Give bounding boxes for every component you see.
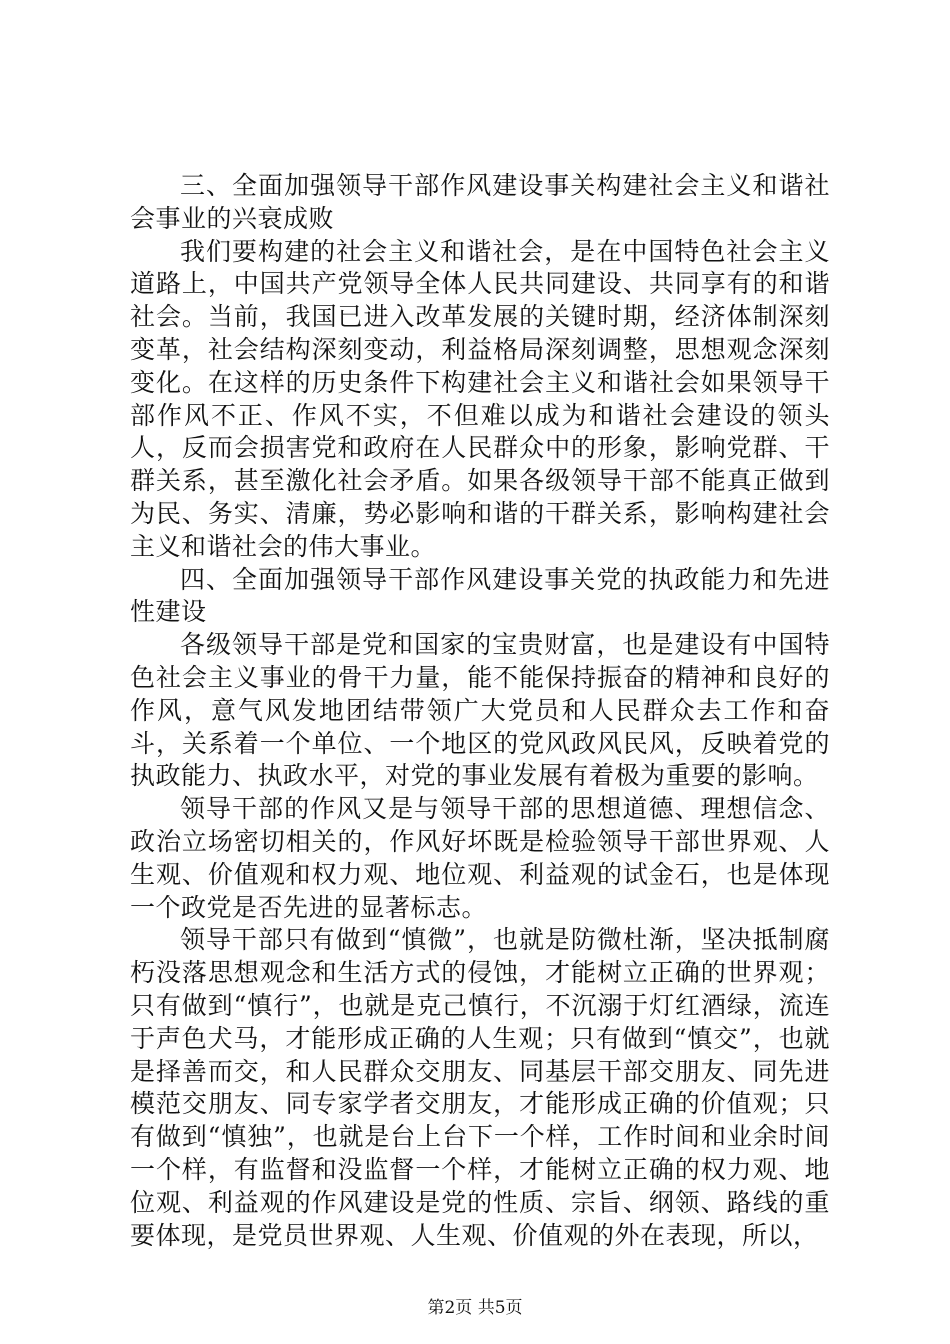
document-body (130, 170, 830, 1252)
page-number-footer: 第2页 共5页 (427, 1298, 523, 1318)
section-heading-four: 四、全面加强领导干部作风建设事关党的执政能力和先进性建设 (130, 564, 830, 627)
paragraph-work-style: 领导干部的作风又是与领导干部的思想道德、理想信念、政治立场密切相关的，作风好坏既是检验领导干部世界观、人生观、价值观和权力观、地位观、利益观的试金石，也是体现一个政党是否先进的显著标志。 (130, 794, 830, 922)
paragraph-harmonious-society: 我们要构建的社会主义和谐社会，是在中国特色社会主义道路上，中国共产党领导全体人民共同建设、共同享有的和谐社会。当前，我国已进入改革发展的关键时期，经济体制深刻变革，社会结构深刻变动，利益格局深刻调整，思想观念深刻变化。在这样的历史条件下构建社会主义和谐社会如果领导干部作风不正、作风不实，不但难以成为和谐社会建设的领头人，反而会损害党和政府在人民群众中的形象，影响党群、干群关系，甚至激化社会矛盾。如果各级领导干部不能真正做到为民、务实、清廉，势必影响和谐的干群关系，影响构建社会主义和谐社会的伟大事业。 (130, 236, 830, 561)
section-heading-three: 三、全面加强领导干部作风建设事关构建社会主义和谐社会事业的兴衰成败 (130, 171, 830, 233)
paragraph-leading-cadres: 各级领导干部是党和国家的宝贵财富，也是建设有中国特色社会主义事业的骨干力量，能不能保持振奋的精神和良好的作风，意气风发地团结带领广大党员和人民群众去工作和奋斗，关系着一个单位、一个地区的党风政风民风，反映着党的执政能力、执政水平，对党的事业发展有着极为重要的影响。 (130, 630, 830, 791)
paragraph-four-cautions: 领导干部只有做到“慎微”，也就是防微杜渐，坚决抵制腐朽没落思想观念和生活方式的侵蚀，才能树立正确的世界观；只有做到“慎行”，也就是克己慎行，不沉溺于灯红酒绿，流连于声色犬马，才能形成正确的人生观；只有做到“慎交”，也就是择善而交，和人民群众交朋友、同基层干部交朋友、同先进模范交朋友、同专家学者交朋友，才能形成正确的价值观；只有做到“慎独”，也就是台上台下一个样，工作时间和业余时间一个样，有监督和没监督一个样，才能树立正确的权力观、地位观、利益观的作风建设是党的性质、宗旨、纲领、路线的重要体现，是党员世界观、人生观、价值观的外在表现，所以， (130, 925, 830, 1250)
